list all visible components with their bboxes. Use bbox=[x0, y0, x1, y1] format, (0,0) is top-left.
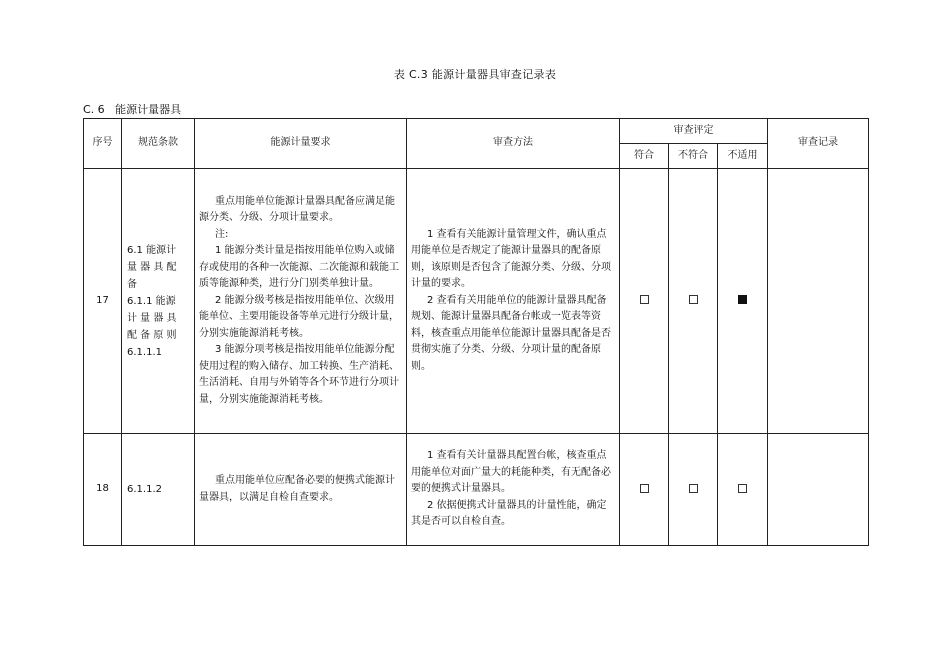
requirement-note: 3 能源分项考核是指按用能单位能源分配使用过程的购入储存、加工转换、生产消耗、生活消耗、自用与外销等各个环节进行分项计量，分别实施能源消耗考核。 bbox=[199, 344, 399, 405]
requirement-intro: 重点用能单位能源计量器具配备应满足能源分类、分级、分项计量要求。 bbox=[199, 195, 395, 224]
clause-line: 计 量 器 具 bbox=[127, 312, 177, 324]
row-seq: 18 bbox=[84, 434, 122, 546]
clause-line: 6.1.1.1 bbox=[127, 346, 162, 358]
method-step: 2 查看有关用能单位的能源计量器具配备规划、能源计量器具配备台帐或一览表等资料，核查重点用能单位能源计量器具配备是否贯彻实施了分类、分级、分项计量的配备原则。 bbox=[411, 294, 611, 372]
row-method-cell bbox=[407, 169, 620, 434]
row-seq: 17 bbox=[84, 169, 122, 434]
row-clause-cell bbox=[122, 169, 195, 434]
clause-line: 6.1.1 能源 bbox=[127, 295, 176, 307]
nonconform-checkbox[interactable] bbox=[689, 484, 698, 493]
header-record: 审查记录 bbox=[768, 119, 869, 169]
header-evaluation: 审查评定 bbox=[620, 119, 768, 144]
document-title: 表 C.3 能源计量器具审查记录表 bbox=[393, 68, 557, 81]
header-requirement: 能源计量要求 bbox=[195, 119, 407, 169]
method-step: 1 查看有关能源计量管理文件，确认重点用能单位是否规定了能源计量器具的配备原则，该原则是否包含了能源分类、分级、分项计量的要求。 bbox=[411, 228, 611, 290]
conform-checkbox[interactable] bbox=[640, 484, 649, 493]
clause-line: 备 bbox=[127, 278, 137, 290]
row-clause-cell bbox=[122, 434, 195, 546]
requirement-note: 2 能源分级考核是指按用能单位、次级用能单位、主要用能设备等单元进行分级计量，分别实施能源消耗考核。 bbox=[199, 294, 399, 339]
header-clause: 规范条款 bbox=[122, 119, 195, 169]
clause-line: 6.1 能源计 bbox=[127, 244, 177, 256]
header-conform: 符合 bbox=[620, 144, 669, 169]
requirement-note: 1 能源分类计量是指按用能单位购入或储存或使用的各种一次能源、二次能源和载能工质等能源种类，进行分门别类单独计量。 bbox=[199, 245, 399, 290]
clause-line: 配 备 原 则 bbox=[127, 329, 177, 341]
na-cell bbox=[718, 169, 768, 434]
conform-checkbox[interactable] bbox=[640, 295, 649, 304]
nonconform-checkbox[interactable] bbox=[689, 295, 698, 304]
na-checkbox[interactable] bbox=[738, 295, 747, 304]
row-requirement-cell bbox=[195, 169, 407, 434]
conform-cell bbox=[620, 434, 669, 546]
requirement-intro: 重点用能单位应配备必要的便携式能源计量器具，以满足自检自查要求。 bbox=[199, 475, 395, 503]
record-cell[interactable] bbox=[768, 169, 869, 434]
nonconform-cell bbox=[669, 169, 718, 434]
na-cell bbox=[718, 434, 768, 546]
record-cell[interactable] bbox=[768, 434, 869, 546]
clause-line: 量 器 具 配 bbox=[127, 261, 177, 273]
section-title: C. 6 能源计量器具 bbox=[83, 103, 182, 116]
row-method-cell bbox=[407, 434, 620, 546]
requirement-note-label: 注: bbox=[215, 228, 229, 240]
na-checkbox[interactable] bbox=[738, 484, 747, 493]
nonconform-cell bbox=[669, 434, 718, 546]
header-na: 不适用 bbox=[718, 144, 768, 169]
clause-line: 6.1.1.2 bbox=[127, 484, 162, 495]
method-step: 2 依据便携式计量器具的计量性能，确定其是否可以自检自查。 bbox=[411, 499, 607, 528]
table-row bbox=[84, 434, 869, 546]
header-seq: 序号 bbox=[84, 119, 122, 169]
row-requirement-cell bbox=[195, 434, 407, 546]
audit-record-table bbox=[83, 118, 869, 546]
header-nonconform: 不符合 bbox=[669, 144, 718, 169]
header-method: 审查方法 bbox=[407, 119, 620, 169]
conform-cell bbox=[620, 169, 669, 434]
table-row bbox=[84, 169, 869, 434]
method-step: 1 查看有关计量器具配置台帐，核查重点用能单位对面广量大的耗能种类，有无配备必要的便携式计量器具。 bbox=[411, 450, 611, 495]
